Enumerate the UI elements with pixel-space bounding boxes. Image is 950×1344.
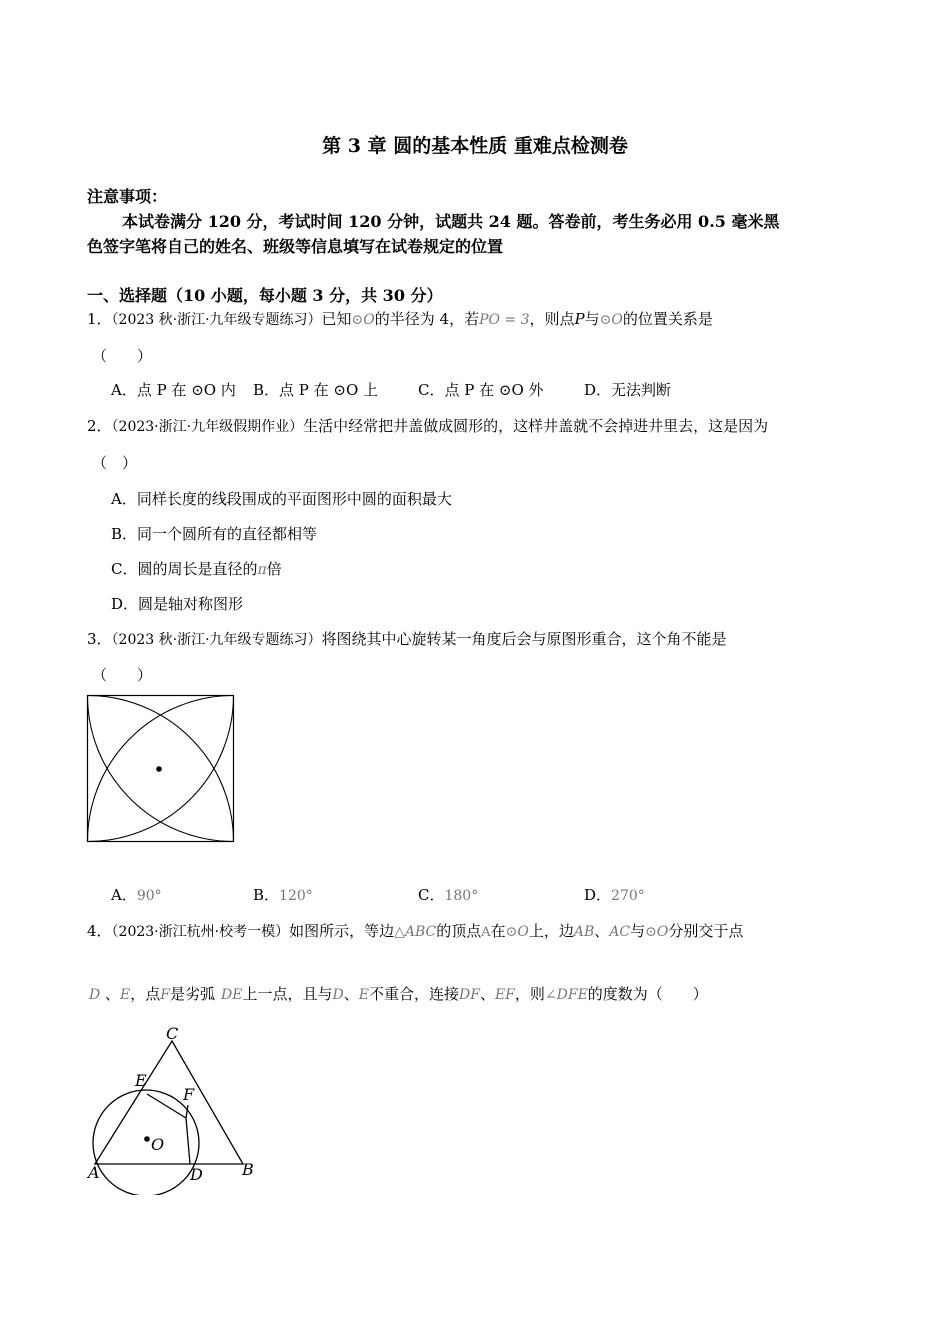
- option-text: 倍: [266, 560, 282, 578]
- label-o: O: [151, 1135, 165, 1154]
- stem-text: ，点: [130, 985, 161, 1003]
- circle-o-symbol: ⊙O: [599, 312, 623, 328]
- option-value: 120°: [279, 888, 313, 904]
- question-source: （2023 秋·浙江·九年级专题练习）: [111, 312, 322, 328]
- question-4-stem-line-1: [87, 920, 743, 941]
- vertex-a: A: [481, 925, 491, 940]
- question-source: （2023·浙江杭州·校考一模）: [111, 924, 290, 940]
- option-d: D．圆是轴对称图形: [111, 595, 244, 613]
- separator: 、: [105, 985, 121, 1003]
- stem-text: 是劣弧: [170, 985, 216, 1003]
- separator: 、: [343, 985, 359, 1003]
- option-b: [253, 884, 313, 905]
- segment-ef: EF: [494, 987, 515, 1003]
- option-letter: D．: [584, 886, 612, 904]
- option-c: [418, 884, 478, 905]
- triangle-abc: [95, 1041, 243, 1164]
- po-expression: PO = 3: [479, 312, 530, 328]
- question-3-stem: [87, 628, 727, 649]
- circle-o-symbol: ⊙O: [351, 312, 375, 328]
- point-f: F: [160, 987, 170, 1003]
- triangle-abc: △ABC: [394, 924, 437, 940]
- question-number: 3．: [87, 630, 112, 648]
- point-d: D: [332, 987, 344, 1003]
- segment-df-fe: [186, 1105, 190, 1164]
- separator: 、: [594, 922, 610, 940]
- pi-symbol: π: [257, 562, 267, 578]
- option-value: 270°: [611, 888, 645, 904]
- question-number: 1．: [87, 310, 112, 328]
- notice-line-1: 本试卷满分 120 分，考试时间 120 分钟，试题共 24 题。答卷前，考生务必用 0.5 毫米黑: [122, 212, 780, 231]
- label-d: D: [190, 1165, 203, 1184]
- answer-parentheses: （ ）: [92, 347, 153, 365]
- center-dot: [156, 766, 162, 772]
- circle-o-symbol: ⊙O: [505, 924, 529, 940]
- arc-de: DE: [221, 987, 243, 1003]
- segment-ef: [147, 1094, 186, 1118]
- section-heading: 一、选择题（10 小题，每小题 3 分，共 30 分）: [87, 286, 443, 305]
- question-1-stem: [87, 308, 713, 329]
- stem-text: 上，边: [528, 922, 574, 940]
- answer-parentheses: （ ）: [92, 454, 138, 472]
- page-title: 第 3 章 圆的基本性质 重难点检测卷: [322, 135, 628, 157]
- option-b: B．点 P 在 ⊙O 上: [253, 381, 379, 399]
- stem-text: 在: [490, 922, 506, 940]
- stem-text: 不重合，连接: [368, 985, 459, 1003]
- option-a: [111, 884, 162, 905]
- segment-df: DF: [458, 987, 480, 1003]
- stem-text: 已知: [321, 310, 352, 328]
- angle-dfe: ∠DFE: [544, 987, 588, 1003]
- question-2-stem: [87, 415, 768, 436]
- stem-text: 分别交于点: [668, 922, 744, 940]
- option-value: 90°: [136, 888, 162, 904]
- stem-text: 生活中经常把井盖做成圆形的，这样井盖就不会掉进井里去，这是因为: [303, 417, 769, 435]
- option-c: [111, 558, 282, 579]
- question-number: 2．: [87, 417, 112, 435]
- question-4-stem-line-2: [89, 983, 708, 1004]
- option-letter: B．: [253, 886, 280, 904]
- option-letter: A．: [111, 886, 137, 904]
- stem-text: ，则点: [529, 310, 575, 328]
- rotation-figure: [86, 694, 236, 844]
- stem-text: 与: [584, 310, 600, 328]
- question-number: 4．: [87, 922, 112, 940]
- stem-text: 如图所示，等边: [289, 922, 395, 940]
- notice-line-2: 色签字笔将自己的姓名、班级等信息填写在试卷规定的位置: [87, 237, 504, 256]
- label-c: C: [166, 1024, 179, 1043]
- option-letter: C．: [418, 886, 445, 904]
- notice-heading: 注意事项：: [87, 187, 168, 206]
- option-text: C．圆的周长是直径的: [111, 560, 258, 578]
- label-a: A: [88, 1163, 100, 1182]
- option-a: A．同样长度的线段围成的平面图形中圆的面积最大: [111, 490, 452, 508]
- option-d: D．无法判断: [584, 381, 672, 399]
- center-dot: [144, 1136, 150, 1142]
- option-value: 180°: [444, 888, 479, 904]
- side-ab: AB: [573, 924, 595, 940]
- label-e: E: [135, 1071, 147, 1090]
- side-ac: AC: [609, 924, 631, 940]
- point-e: E: [120, 987, 131, 1003]
- question-source: （2023 秋·浙江·九年级专题练习）: [111, 632, 322, 648]
- circle-o-symbol: ⊙O: [645, 924, 669, 940]
- point-p: P: [574, 310, 585, 328]
- option-d: [584, 884, 645, 905]
- triangle-circle-figure: [80, 1020, 280, 1195]
- stem-text: 的半径为 4，若: [374, 310, 480, 328]
- separator: 、: [479, 985, 495, 1003]
- stem-text: 将图绕其中心旋转某一角度后会与原图形重合，这个角不能是: [321, 630, 727, 648]
- option-c: C．点 P 在 ⊙O 外: [418, 381, 544, 399]
- label-b: B: [242, 1160, 254, 1179]
- stem-text: 的位置关系是: [622, 310, 713, 328]
- stem-text: 的度数为（ ）: [587, 985, 708, 1003]
- point-d: D: [89, 987, 101, 1003]
- point-e: E: [358, 987, 369, 1003]
- stem-text: ，则: [514, 985, 545, 1003]
- stem-text: 上一点，且与: [242, 985, 333, 1003]
- option-b: B．同一个圆所有的直径都相等: [111, 525, 318, 543]
- stem-text: 与: [630, 922, 646, 940]
- question-source: （2023·浙江·九年级假期作业）: [111, 419, 304, 435]
- stem-text: 的顶点: [436, 922, 482, 940]
- label-f: F: [183, 1085, 195, 1104]
- answer-parentheses: （ ）: [92, 666, 153, 684]
- option-a: A．点 P 在 ⊙O 内: [111, 381, 236, 399]
